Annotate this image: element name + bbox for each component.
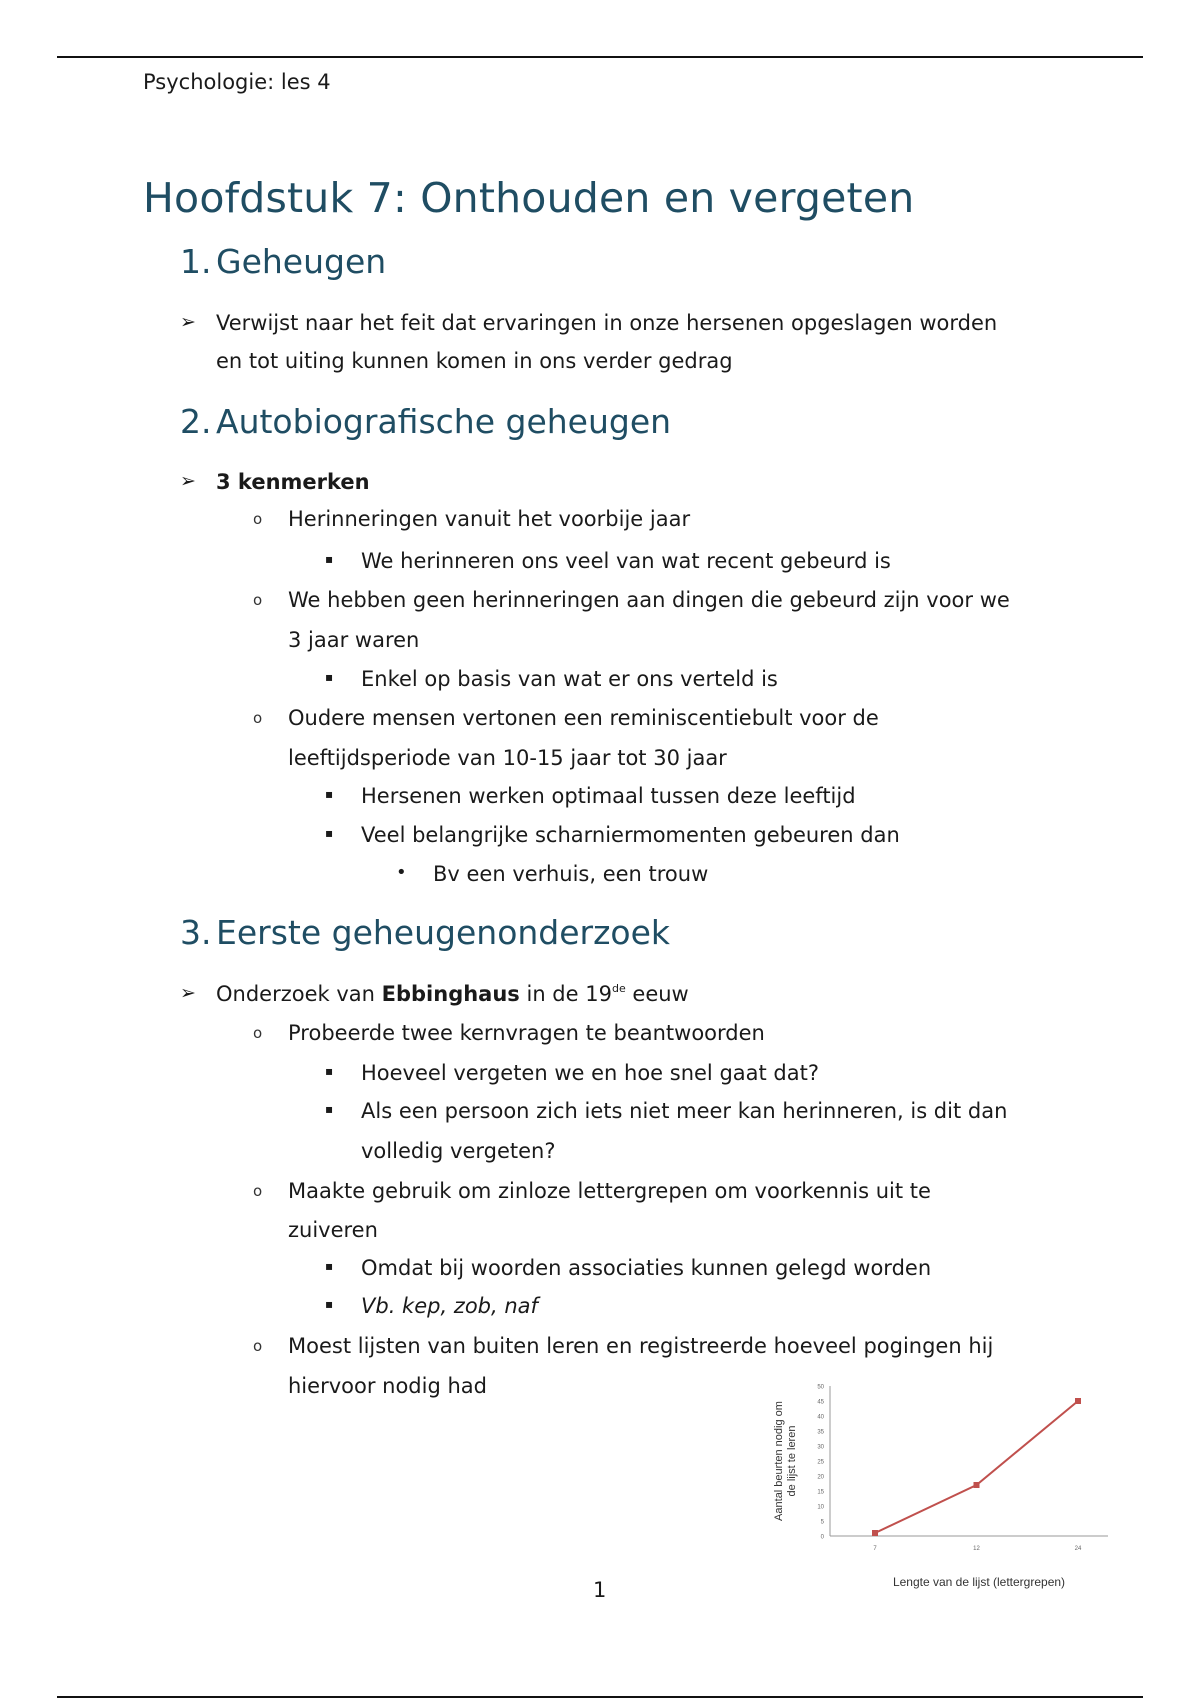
circle-bullet-icon: o — [253, 1024, 263, 1042]
y-tick-label: 20 — [817, 1474, 824, 1481]
y-axis-label: Aantal beurten nodig om — [773, 1401, 785, 1521]
text-line: Hersenen werken optimaal tussen deze leeftijd — [361, 784, 856, 808]
text-line: Als een persoon zich iets niet meer kan herinneren, is dit dan — [361, 1099, 1008, 1123]
text-line: We hebben geen herinneringen aan dingen die gebeurd zijn voor we — [288, 588, 1010, 612]
circle-bullet-icon: o — [253, 1337, 263, 1355]
x-tick-labels — [873, 1546, 1082, 1552]
y-tick-label: 10 — [817, 1504, 824, 1511]
page-header: Psychologie: les 4 — [143, 70, 331, 94]
text-line: Omdat bij woorden associaties kunnen gelegd worden — [361, 1256, 932, 1280]
section-number: 3. — [180, 913, 212, 952]
square-bullet-icon: ▪ — [325, 787, 334, 801]
text-line: Maakte gebruik om zinloze lettergrepen om voorkennis uit te — [288, 1179, 931, 1203]
text-run: eeuw — [625, 982, 689, 1006]
ebbinghaus-line-chart — [770, 1372, 1120, 1602]
text-line: We herinneren ons veel van wat recent gebeurd is — [361, 549, 891, 573]
text-line: Herinneringen vanuit het voorbije jaar — [288, 507, 691, 531]
section-heading-geheugen — [180, 242, 386, 281]
arrow-bullet-icon: ➢ — [180, 311, 196, 333]
section-heading-geheugenonderzoek — [180, 913, 670, 952]
section-heading-autobiografisch — [180, 402, 671, 441]
square-bullet-icon: ▪ — [325, 826, 334, 840]
x-axis-label: Lengte van de lijst (lettergrepen) — [892, 1575, 1066, 1589]
section-heading-text: Autobiografische geheugen — [216, 402, 672, 441]
data-point — [872, 1530, 878, 1536]
arrow-bullet-icon: ➢ — [180, 982, 196, 1004]
bottom-rule — [57, 1696, 1143, 1698]
y-tick-labels — [817, 1385, 824, 1541]
x-tick-label: 7 — [873, 1546, 877, 1552]
text-line: volledig vergeten? — [361, 1139, 556, 1163]
text-line: Verwijst naar het feit dat ervaringen in onze hersenen opgeslagen worden — [216, 311, 998, 335]
text-line: Oudere mensen vertonen een reminiscentiebult voor de — [288, 706, 879, 730]
y-tick-label: 5 — [820, 1519, 824, 1526]
y-tick-label: 45 — [817, 1399, 824, 1406]
circle-bullet-icon: o — [253, 1182, 263, 1200]
text-run: in de 19 — [519, 982, 612, 1006]
y-axis-label: de lijst te leren — [786, 1425, 798, 1497]
text-line: hiervoor nodig had — [288, 1374, 487, 1398]
y-tick-label: 15 — [817, 1489, 824, 1496]
square-bullet-icon: ▪ — [325, 1297, 334, 1311]
x-tick-label: 12 — [973, 1546, 980, 1552]
circle-bullet-icon: o — [253, 591, 263, 609]
text-run-bold: Ebbinghaus — [381, 982, 520, 1006]
square-bullet-icon: ▪ — [325, 1102, 334, 1116]
series-line — [875, 1401, 1078, 1533]
y-tick-label: 25 — [817, 1459, 824, 1466]
data-point — [1075, 1398, 1081, 1404]
y-tick-label: 40 — [817, 1414, 824, 1421]
section-heading-text: Eerste geheugenonderzoek — [216, 913, 671, 952]
text-line: Bv een verhuis, een trouw — [433, 862, 709, 886]
text-line: Vb. kep, zob, naf — [361, 1294, 538, 1318]
text-line: Moest lijsten van buiten leren en registreerde hoeveel pogingen hij — [288, 1334, 994, 1358]
y-tick-label: 30 — [817, 1444, 824, 1451]
square-bullet-icon: ▪ — [325, 670, 334, 684]
circle-bullet-icon: o — [253, 709, 263, 727]
data-point — [974, 1482, 980, 1488]
text-line: leeftijdsperiode van 10-15 jaar tot 30 jaar — [288, 746, 727, 770]
text-line: Veel belangrijke scharniermomenten gebeuren dan — [361, 823, 900, 847]
data-points — [872, 1398, 1081, 1536]
section-number: 1. — [180, 242, 212, 281]
y-tick-label: 35 — [817, 1429, 824, 1436]
square-bullet-icon: ▪ — [325, 1259, 334, 1273]
square-bullet-icon: ▪ — [325, 552, 334, 566]
text-line: en tot uiting kunnen komen in ons verder gedrag — [216, 349, 733, 373]
dot-bullet-icon: • — [396, 862, 407, 883]
circle-bullet-icon: o — [253, 510, 263, 528]
section-heading-text: Geheugen — [216, 242, 387, 281]
chapter-title: Hoofdstuk 7: Onthouden en vergeten — [143, 174, 915, 222]
text-line: Probeerde twee kernvragen te beantwoorden — [288, 1021, 765, 1045]
top-rule — [57, 56, 1143, 58]
square-bullet-icon: ▪ — [325, 1064, 334, 1078]
text-line: 3 kenmerken — [216, 470, 370, 494]
text-line: Enkel op basis van wat er ons verteld is — [361, 667, 778, 691]
section-number: 2. — [180, 402, 212, 441]
text-line: Hoeveel vergeten we en hoe snel gaat dat? — [361, 1061, 820, 1085]
page-number: 1 — [593, 1578, 607, 1602]
y-tick-label: 0 — [820, 1534, 824, 1541]
x-tick-label: 24 — [1074, 1546, 1082, 1552]
text-line: 3 jaar waren — [288, 628, 420, 652]
y-tick-label: 50 — [817, 1384, 824, 1391]
arrow-bullet-icon: ➢ — [180, 470, 196, 492]
text-line-ebbinghaus — [216, 982, 689, 1006]
text-line: zuiveren — [288, 1218, 378, 1242]
text-run: Onderzoek van — [216, 982, 382, 1006]
superscript: de — [611, 982, 626, 995]
